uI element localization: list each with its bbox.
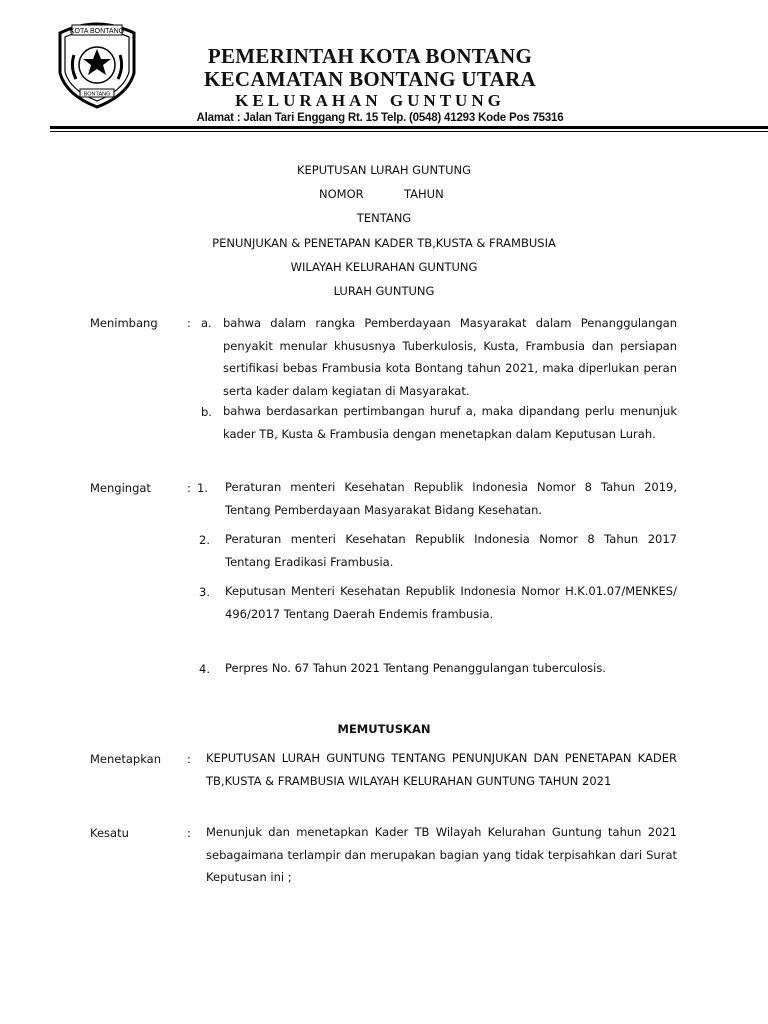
menimbang-marker-b: b. [201, 405, 212, 419]
letterhead-line-3: KELURAHAN GUNTUNG [235, 91, 505, 110]
mengingat-marker-4: 4. [199, 662, 210, 676]
mengingat-item-3: Keputusan Menteri Kesehatan Republik Indonesia Nomor H.K.01.07/MENKES/ 496/2017 Tentang Daerah Endemis frambusia. [225, 584, 677, 621]
menimbang-item-a-text: bahwa dalam rangka Pemberdayaan Masyarakat dalam Penanggulangan penyakit menular khususnya Tuberkulosis, Kusta, Frambusia dan persiapan sertifikasi bebas Frambusia kota Bontang tahun 2021, maka diperlukan peran serta kader dalam kegiatan di Masyarakat. [223, 316, 677, 398]
menimbang-item-a [223, 312, 677, 402]
menimbang-marker-a: a. [201, 316, 212, 330]
mengingat-item-2: Peraturan menteri Kesehatan Republik Indonesia Nomor 8 Tahun 2017 Tentang Eradikasi Frambusia. [225, 532, 677, 569]
mengingat-colon: : [187, 481, 191, 495]
letterhead-rule-thin [50, 131, 768, 132]
menetapkan-colon: : [187, 752, 191, 766]
kesatu-text: Menunjuk dan menetapkan Kader TB Wilayah Kelurahan Guntung tahun 2021 sebagaimana terlampir dan merupakan bagian yang tidak terpisahkan dari Surat Keputusan ini ; [206, 825, 677, 884]
kesatu-colon: : [187, 826, 191, 840]
title-tahun: TAHUN [404, 187, 444, 201]
city-coat-of-arms-icon [48, 15, 146, 109]
title-tentang: TENTANG [356, 211, 412, 225]
memutuskan-heading: MEMUTUSKAN [337, 722, 431, 736]
title-issuer: LURAH GUNTUNG [333, 284, 435, 298]
menimbang-item-b: bahwa berdasarkan pertimbangan huruf a, maka dipandang perlu menunjuk kader TB, Kusta & Frambusia dengan menetapkan dalam Keputusan Lurah. [223, 404, 677, 441]
title-subject-2: WILAYAH KELURAHAN GUNTUNG [290, 260, 478, 274]
mengingat-item-4: Perpres No. 67 Tahun 2021 Tentang Penanggulangan tuberculosis. [225, 661, 606, 675]
title-line-1: KEPUTUSAN LURAH GUNTUNG [296, 163, 472, 177]
title-nomor: NOMOR [319, 187, 364, 201]
kesatu-label: Kesatu [90, 826, 129, 840]
mengingat-marker-1: 1. [197, 481, 208, 495]
letterhead-rule-thick [50, 126, 768, 129]
menimbang-label: Menimbang [90, 316, 158, 330]
menetapkan-label: Menetapkan [90, 752, 162, 766]
title-subject-1: PENUNJUKAN & PENETAPAN KADER TB,KUSTA & FRAMBUSIA [212, 236, 556, 250]
menimbang-colon: : [187, 316, 191, 330]
mengingat-marker-2: 2. [199, 533, 210, 547]
letterhead-line-1: PEMERINTAH KOTA BONTANG [207, 44, 533, 68]
mengingat-marker-3: 3. [199, 585, 210, 599]
letterhead-line-2: KECAMATAN BONTANG UTARA [203, 67, 536, 91]
letterhead-address: Alamat : Jalan Tari Enggang Rt. 15 Telp. (0548) 41293 Kode Pos 75316 [196, 112, 564, 124]
mengingat-item-1: Peraturan menteri Kesehatan Republik Indonesia Nomor 8 Tahun 2019, Tentang Pemberdayaan Masyarakat Bidang Kesehatan. [225, 480, 677, 517]
logo-bottom-text: BONTANG [83, 91, 111, 98]
menetapkan-text: KEPUTUSAN LURAH GUNTUNG TENTANG PENUNJUKAN DAN PENETAPAN KADER TB,KUSTA & FRAMBUSIA WILAYAH KELURAHAN GUNTUNG TAHUN 2021 [206, 751, 677, 788]
mengingat-label: Mengingat [90, 481, 151, 495]
logo-top-text: KOTA BONTANG [69, 28, 125, 35]
